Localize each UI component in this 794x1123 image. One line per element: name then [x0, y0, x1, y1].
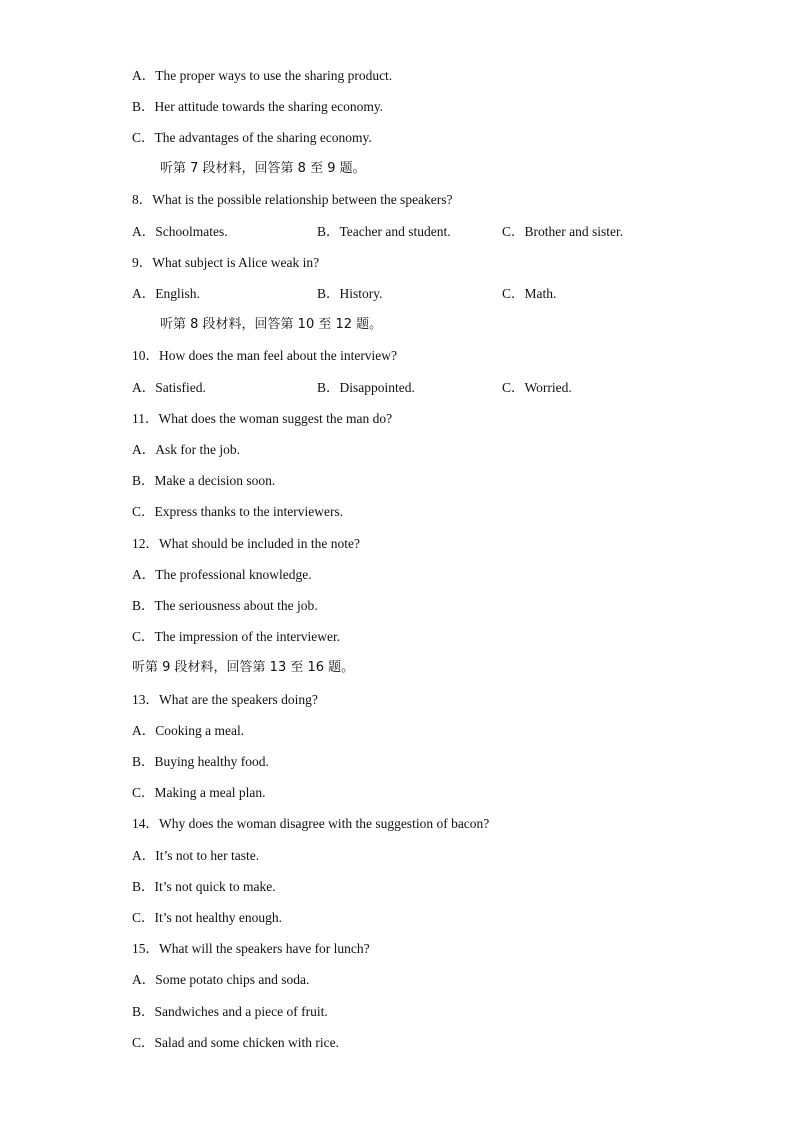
- question-15-option-a: A．Some potato chips and soda.: [132, 972, 310, 987]
- question-14: 14．Why does the woman disagree with the suggestion of bacon?: [132, 816, 490, 831]
- question-15: 15．What will the speakers have for lunch?: [132, 941, 370, 956]
- question-11-option-c: C．Express thanks to the interviewers.: [132, 504, 344, 519]
- question-14-option-c: C．It’s not healthy enough.: [132, 910, 282, 925]
- question-8-option-a: A．Schoolmates.: [132, 224, 228, 239]
- question-10: 10．How does the man feel about the interview?: [132, 348, 398, 363]
- question-15-option-c: C．Salad and some chicken with rice.: [132, 1035, 339, 1050]
- section-heading-7: 听第 7 段材料，回答第 8 至 9 题。: [160, 161, 366, 176]
- question-12-option-a: A．The professional knowledge.: [132, 567, 312, 582]
- option-b: B．Her attitude towards the sharing economy.: [132, 99, 384, 114]
- question-11-option-b: B．Make a decision soon.: [132, 473, 276, 488]
- question-12-option-b: B．The seriousness about the job.: [132, 598, 318, 613]
- question-10-option-c: C．Worried.: [502, 380, 572, 395]
- option-a: A．The proper ways to use the sharing product.: [132, 68, 393, 83]
- question-13-option-a: A．Cooking a meal.: [132, 723, 245, 738]
- section-heading-8: 听第 8 段材料，回答第 10 至 12 题。: [160, 317, 383, 332]
- question-11: 11．What does the woman suggest the man do?: [132, 411, 393, 426]
- question-10-option-a: A．Satisfied.: [132, 380, 206, 395]
- question-8-option-b: B．Teacher and student.: [317, 224, 451, 239]
- question-13: 13．What are the speakers doing?: [132, 692, 318, 707]
- question-11-option-a: A．Ask for the job.: [132, 442, 240, 457]
- question-14-option-b: B．It’s not quick to make.: [132, 879, 276, 894]
- option-c: C．The advantages of the sharing economy.: [132, 130, 372, 145]
- question-8-option-c: C．Brother and sister.: [502, 224, 624, 239]
- question-9-option-a: A．English.: [132, 286, 200, 301]
- question-15-option-b: B．Sandwiches and a piece of fruit.: [132, 1004, 328, 1019]
- question-13-option-c: C．Making a meal plan.: [132, 785, 266, 800]
- question-13-option-b: B．Buying healthy food.: [132, 754, 269, 769]
- question-9-option-c: C．Math.: [502, 286, 557, 301]
- question-9: 9．What subject is Alice weak in?: [132, 255, 320, 270]
- question-14-option-a: A．It’s not to her taste.: [132, 848, 260, 863]
- question-12-option-c: C．The impression of the interviewer.: [132, 629, 341, 644]
- question-10-option-b: B．Disappointed.: [317, 380, 415, 395]
- question-9-option-b: B．History.: [317, 286, 383, 301]
- section-heading-9: 听第 9 段材料，回答第 13 至 16 题。: [132, 660, 355, 675]
- question-8: 8．What is the possible relationship between the speakers?: [132, 192, 453, 207]
- question-12: 12．What should be included in the note?: [132, 536, 360, 551]
